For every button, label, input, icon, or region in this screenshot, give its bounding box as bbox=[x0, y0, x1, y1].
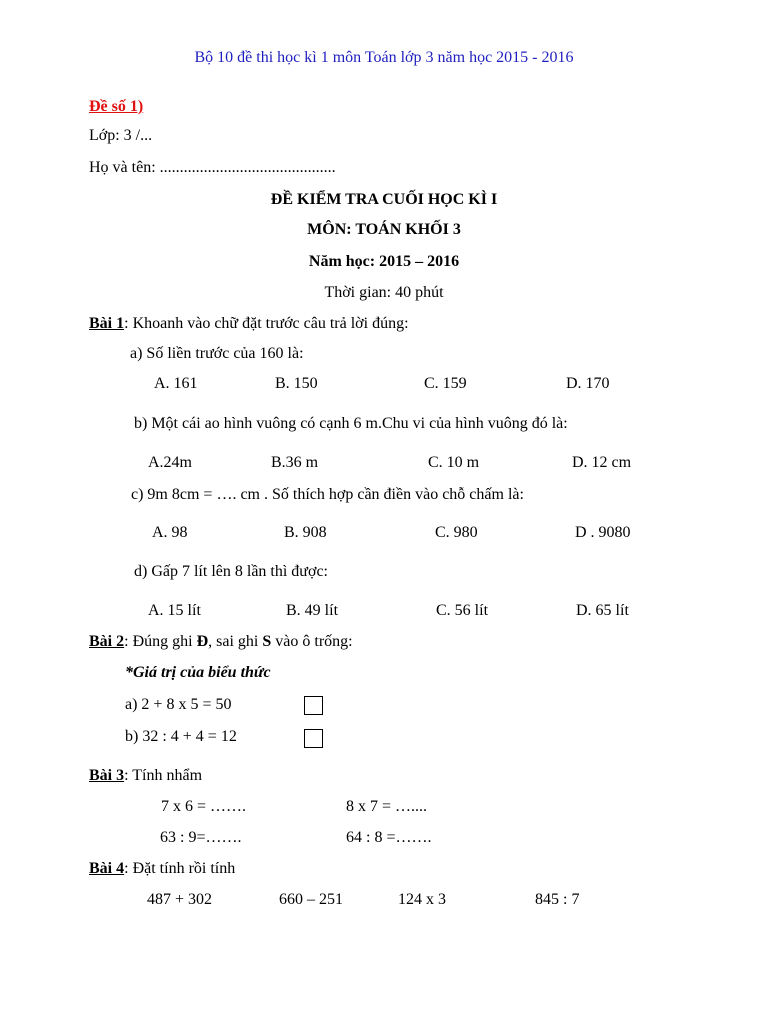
bai2-label: Bài 2 bbox=[89, 633, 125, 650]
column-calc-4: 845 : 7 bbox=[535, 891, 580, 908]
option-a-c: C. 159 bbox=[424, 375, 467, 392]
time-limit: Thời gian: 40 phút bbox=[324, 284, 444, 301]
mental-calc-2: 8 x 7 = ….... bbox=[346, 798, 428, 815]
option-b-c: C. 10 m bbox=[428, 454, 480, 471]
option-d-a: A. 15 lít bbox=[148, 602, 201, 619]
bai1-label: Bài 1 bbox=[89, 315, 125, 332]
option-b-a: A.24m bbox=[148, 454, 192, 471]
bai4-label: Bài 4 bbox=[89, 860, 125, 877]
bai2-item-a: a) 2 + 8 x 5 = 50 bbox=[125, 696, 232, 713]
question-a: a) Số liền trước của 160 là: bbox=[130, 345, 304, 362]
bai2-d-letter: Đ bbox=[196, 633, 209, 650]
column-calc-1: 487 + 302 bbox=[147, 891, 213, 908]
column-calc-2: 660 – 251 bbox=[279, 891, 343, 908]
option-c-b: B. 908 bbox=[284, 524, 327, 541]
column-calc-3: 124 x 3 bbox=[398, 891, 446, 908]
answer-box-a[interactable] bbox=[304, 696, 323, 715]
bai3-label: Bài 3 bbox=[89, 767, 125, 784]
question-b: b) Một cái ao hình vuông có cạnh 6 m.Chu vi của hình vuông đó là: bbox=[134, 415, 568, 432]
school-year: Năm học: 2015 – 2016 bbox=[308, 253, 460, 270]
bai2-s-letter: S bbox=[262, 633, 272, 650]
mental-calc-3: 63 : 9=……. bbox=[160, 829, 242, 846]
mental-calc-4: 64 : 8 =……. bbox=[346, 829, 432, 846]
option-a-a: A. 161 bbox=[154, 375, 198, 392]
bai2-subtitle: *Giá trị của biểu thức bbox=[125, 664, 271, 681]
option-b-d: D. 12 cm bbox=[572, 454, 632, 471]
option-b-b: B.36 m bbox=[271, 454, 319, 471]
bai2-item-b: b) 32 : 4 + 4 = 12 bbox=[125, 728, 237, 745]
bai2-instruction-post: vào ô trống: bbox=[271, 633, 353, 650]
question-c: c) 9m 8cm = …. cm . Số thích hợp cần điền vào chỗ chấm là: bbox=[131, 486, 524, 503]
option-d-b: B. 49 lít bbox=[286, 602, 339, 619]
option-a-b: B. 150 bbox=[275, 375, 318, 392]
bai1-heading bbox=[89, 314, 409, 334]
option-c-c: C. 980 bbox=[435, 524, 478, 541]
option-c-a: A. 98 bbox=[152, 524, 188, 541]
bai2-instruction-pre: : Đúng ghi bbox=[124, 633, 197, 650]
bai4-heading bbox=[89, 859, 235, 879]
subject-title: MÔN: TOÁN KHỐI 3 bbox=[307, 221, 461, 238]
option-a-d: D. 170 bbox=[566, 375, 610, 392]
document-banner: Bộ 10 đề thi học kì 1 môn Toán lớp 3 năm học 2015 - 2016 bbox=[194, 49, 574, 66]
mental-calc-1: 7 x 6 = ……. bbox=[161, 798, 247, 815]
exam-title: ĐỀ KIỂM TRA CUỐI HỌC KÌ I bbox=[270, 191, 498, 208]
bai1-instruction: : Khoanh vào chữ đặt trước câu trả lời đúng: bbox=[124, 315, 409, 332]
bai3-heading bbox=[89, 766, 202, 786]
name-line: Họ và tên: ............................................ bbox=[89, 159, 336, 176]
bai4-instruction: : Đặt tính rồi tính bbox=[124, 860, 236, 877]
question-d: d) Gấp 7 lít lên 8 lần thì được: bbox=[134, 563, 328, 580]
option-d-c: C. 56 lít bbox=[436, 602, 489, 619]
option-c-d: D . 9080 bbox=[575, 524, 631, 541]
option-d-d: D. 65 lít bbox=[576, 602, 629, 619]
bai3-instruction: : Tính nhẩm bbox=[124, 767, 203, 784]
exam-number: Đề số 1) bbox=[89, 98, 144, 115]
bai2-heading bbox=[89, 632, 353, 652]
answer-box-b[interactable] bbox=[304, 729, 323, 748]
bai2-instruction-mid: , sai ghi bbox=[208, 633, 263, 650]
class-line: Lớp: 3 /... bbox=[89, 127, 153, 144]
